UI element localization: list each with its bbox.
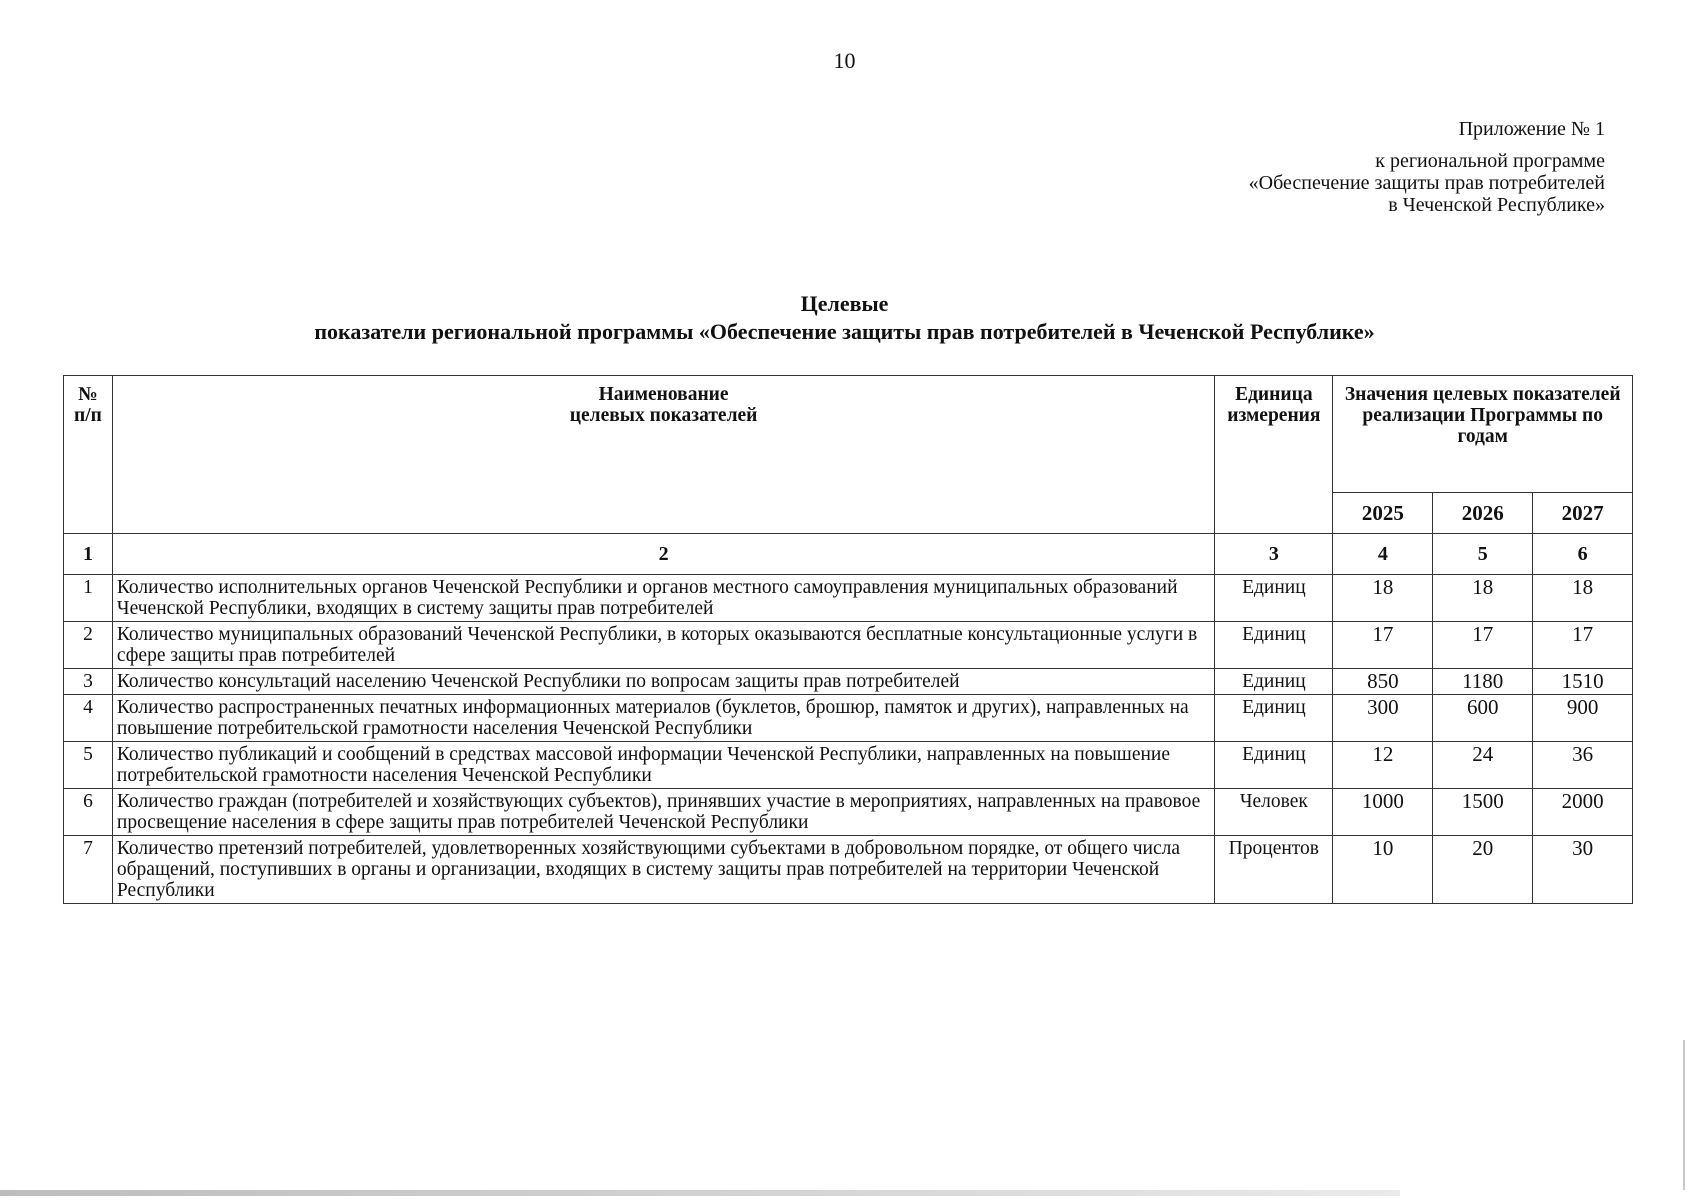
document-title xyxy=(0,290,1689,346)
value-2027: 2000 xyxy=(1533,789,1633,836)
value-2025: 18 xyxy=(1333,575,1433,622)
value-2027: 900 xyxy=(1533,695,1633,742)
value-2027: 18 xyxy=(1533,575,1633,622)
header-name-line2: целевых показателей xyxy=(569,405,758,426)
header-num: № п/п xyxy=(64,376,113,534)
row-number: 7 xyxy=(64,836,113,904)
value-2026: 18 xyxy=(1433,575,1533,622)
value-2027: 30 xyxy=(1533,836,1633,904)
row-number: 2 xyxy=(64,622,113,669)
column-number: 5 xyxy=(1433,534,1533,575)
indicator-unit: Единиц xyxy=(1215,622,1333,669)
row-number: 4 xyxy=(64,695,113,742)
table-row xyxy=(64,836,1633,904)
column-number: 3 xyxy=(1215,534,1333,575)
indicator-unit: Единиц xyxy=(1215,575,1333,622)
value-2026: 20 xyxy=(1433,836,1533,904)
value-2025: 1000 xyxy=(1333,789,1433,836)
value-2025: 17 xyxy=(1333,622,1433,669)
table-row xyxy=(64,669,1633,695)
indicator-name: Количество исполнительных органов Чеченской Республики и органов местного самоуправления муниципальных образований Чеченской Республики, входящих в систему защиты прав потребителей xyxy=(112,575,1214,622)
value-2026: 1180 xyxy=(1433,669,1533,695)
indicator-unit: Процентов xyxy=(1215,836,1333,904)
indicator-unit: Человек xyxy=(1215,789,1333,836)
header-year: 2026 xyxy=(1433,493,1533,534)
table-row xyxy=(64,789,1633,836)
value-2025: 850 xyxy=(1333,669,1433,695)
indicator-name: Количество публикаций и сообщений в средствах массовой информации Чеченской Республики, направленных на повышение потребительской грамотности населения Чеченской Республики xyxy=(112,742,1214,789)
value-2027: 36 xyxy=(1533,742,1633,789)
column-number: 2 xyxy=(112,534,1214,575)
document-title-line2: показатели региональной программы «Обеспечение защиты прав потребителей в Чеченской Республике» xyxy=(314,319,1375,344)
header-unit: Единица измерения xyxy=(1215,376,1333,534)
header-name xyxy=(112,376,1214,534)
indicator-name: Количество консультаций населению Чеченской Республики по вопросам защиты прав потребителей xyxy=(112,669,1214,695)
value-2025: 10 xyxy=(1333,836,1433,904)
row-number: 6 xyxy=(64,789,113,836)
value-2026: 1500 xyxy=(1433,789,1533,836)
column-number: 1 xyxy=(64,534,113,575)
header-year: 2027 xyxy=(1533,493,1633,534)
indicator-name: Количество претензий потребителей, удовлетворенных хозяйствующими субъектами в добровольном порядке, от общего числа обращений, поступивших в органы и организации, входящих в систему защиты прав потребителей на территории Чеченской Республики xyxy=(112,836,1214,904)
appendix-line: «Обеспечение защиты прав потребителей xyxy=(1248,172,1605,194)
appendix-line: в Чеченской Республике» xyxy=(1388,194,1605,216)
row-number: 3 xyxy=(64,669,113,695)
appendix-block xyxy=(905,118,1605,216)
appendix-line: к региональной программе xyxy=(1375,150,1605,172)
indicator-unit: Единиц xyxy=(1215,669,1333,695)
header-name-line1: Наименование xyxy=(598,384,729,405)
value-2025: 12 xyxy=(1333,742,1433,789)
row-number: 5 xyxy=(64,742,113,789)
table-row xyxy=(64,742,1633,789)
column-number: 4 xyxy=(1333,534,1433,575)
indicator-unit: Единиц xyxy=(1215,695,1333,742)
value-2026: 600 xyxy=(1433,695,1533,742)
row-number: 1 xyxy=(64,575,113,622)
indicator-name: Количество распространенных печатных информационных материалов (буклетов, брошюр, памяток и других), направленных на повышение потребительской грамотности населения Чеченской Республики xyxy=(112,695,1214,742)
table-row xyxy=(64,622,1633,669)
indicators-table xyxy=(63,375,1633,904)
document-title-line1: Целевые xyxy=(800,291,889,316)
scan-artifact-edge xyxy=(1683,1040,1685,1190)
value-2027: 1510 xyxy=(1533,669,1633,695)
table-row xyxy=(64,695,1633,742)
value-2026: 17 xyxy=(1433,622,1533,669)
indicator-name: Количество граждан (потребителей и хозяйствующих субъектов), принявших участие в мероприятиях, направленных на правовое просвещение населения в сфере защиты прав потребителей Чеченской Республики xyxy=(112,789,1214,836)
table-row xyxy=(64,575,1633,622)
value-2025: 300 xyxy=(1333,695,1433,742)
indicator-name: Количество муниципальных образований Чеченской Республики, в которых оказываются бесплатные консультационные услуги в сфере защиты прав потребителей xyxy=(112,622,1214,669)
header-values: Значения целевых показателей реализации Программы по годам xyxy=(1333,376,1633,493)
value-2026: 24 xyxy=(1433,742,1533,789)
scan-artifact-bar xyxy=(0,1190,1400,1196)
page-number: 10 xyxy=(833,48,856,73)
value-2027: 17 xyxy=(1533,622,1633,669)
header-year: 2025 xyxy=(1333,493,1433,534)
indicator-unit: Единиц xyxy=(1215,742,1333,789)
column-number: 6 xyxy=(1533,534,1633,575)
appendix-title: Приложение № 1 xyxy=(1458,118,1605,140)
